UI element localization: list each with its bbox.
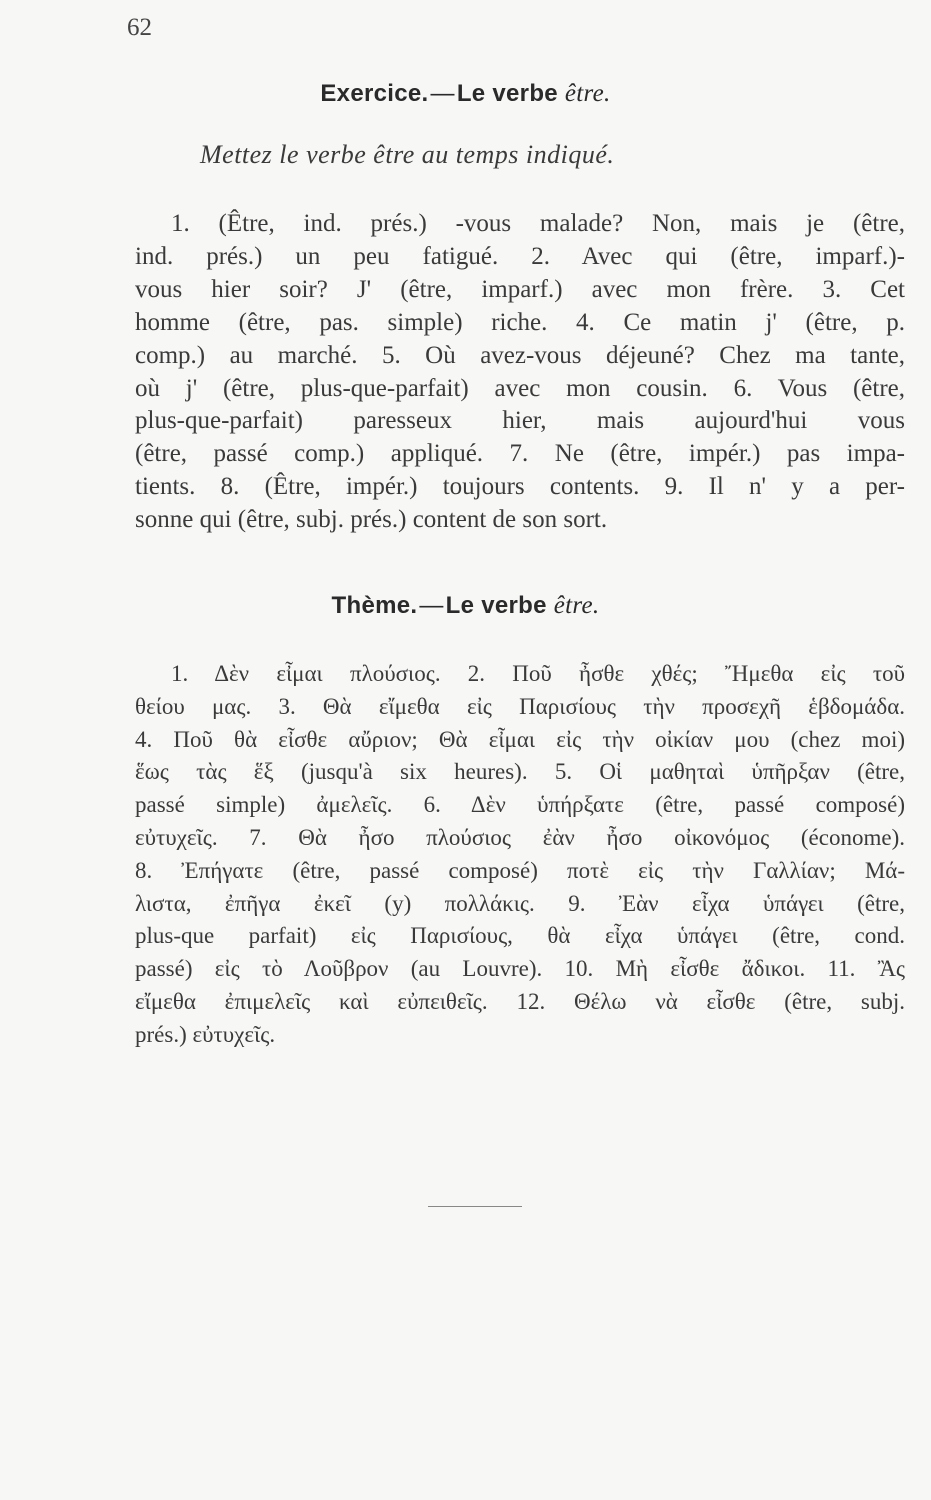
theme-line: 1. Δὲν εἶμαι πλούσιος. 2. Ποῦ ἦσθε χθές; Ἤμεθα εἰς τοῦ <box>171 661 905 686</box>
theme-line: 4. Ποῦ θὰ εἶσθε αὔριον; Θὰ εἶμαι εἰς τὴν οἰκίαν μου (chez moi) <box>135 726 905 752</box>
exercise-heading-dash: — <box>430 80 455 107</box>
theme-line: θείου μας. 3. Θὰ εἴμεθα εἰς Παρισίους τὴν προσεχῆ ἑβδομάδα. <box>135 693 905 719</box>
exercise-heading <box>0 80 931 108</box>
theme-line: 8. Ἐπήγατε (être, passé composé) ποτὲ εἰς τὴν Γαλλίαν; Μά- <box>135 857 905 883</box>
theme-heading-end: . <box>592 592 600 619</box>
page-number: 62 <box>127 14 152 41</box>
exercise-line: où j' (être, plus-que-parfait) avec mon cousin. 6. Vous (être, <box>135 374 905 402</box>
theme-line: εὐτυχεῖς. 7. Θὰ ἦσο πλούσιος ἐὰν ἦσο οἰκονόμος (économe). <box>135 824 905 850</box>
theme-heading-dash: — <box>419 592 444 619</box>
theme-line: passé) εἰς τὸ Λοῦβρον (au Louvre). 10. Μὴ εἶσθε ἄδικοι. 11. Ἂς <box>135 956 905 982</box>
exercise-line: plus-que-parfait) paresseux hier, mais aujourd'hui vous <box>135 407 905 435</box>
theme-line: plus-que parfait) εἰς Παρισίους, θὰ εἶχα ὑπάγει (être, cond. <box>135 923 905 949</box>
exercise-line: comp.) au marché. 5. Où avez-vous déjeuné? Chez ma tante, <box>135 341 905 369</box>
theme-line: prés.) εὐτυχεῖς. <box>135 1021 276 1047</box>
exercise-line: vous hier soir? J' (être, imparf.) avec mon frère. 3. Cet <box>135 275 905 303</box>
theme-heading-italic: être <box>553 592 593 619</box>
exercise-heading-italic: être <box>564 80 605 107</box>
section-divider <box>428 1206 522 1207</box>
theme-paragraph <box>135 658 905 1052</box>
exercise-line: (être, passé comp.) appliqué. 7. Ne (être, impér.) pas impa- <box>135 440 905 468</box>
exercise-heading-end: . <box>604 80 611 107</box>
exercise-line: ind. prés.) un peu fatigué. 2. Avec qui (être, imparf.)- <box>135 242 905 270</box>
exercise-line: homme (être, pas. simple) riche. 4. Ce matin j' (être, p. <box>135 308 905 336</box>
theme-line: εἴμεθα ἐπιμελεῖς καὶ εὐπειθεῖς. 12. Θέλω νὰ εἶσθε (être, subj. <box>135 988 905 1014</box>
exercise-paragraph <box>135 208 905 537</box>
theme-line: passé simple) ἀμελεῖς. 6. Δὲν ὑπήρξατε (être, passé composé) <box>135 792 905 818</box>
theme-line: λιστα, ἐπῆγα ἐκεῖ (y) πολλάκις. 9. Ἐὰν εἶχα ὑπάγει (être, <box>135 890 905 916</box>
exercise-line: tients. 8. (Être, impér.) toujours contents. 9. Il n' y a per- <box>135 473 905 501</box>
theme-heading <box>0 592 931 620</box>
exercise-instruction: Mettez le verbe être au temps indiqué. <box>200 140 615 169</box>
theme-line: ἕως τὰς ἕξ (jusqu'à six heures). 5. Οἱ μαθηταὶ ὑπῆρξαν (être, <box>135 759 905 785</box>
exercise-line: sonne qui (être, subj. prés.) content de son sort. <box>135 506 608 534</box>
exercise-heading-bold: Exercice. <box>320 80 429 107</box>
theme-heading-bold: Thème. <box>331 592 418 619</box>
exercise-line: 1. (Être, ind. prés.) -vous malade? Non, mais je (être, <box>171 210 905 237</box>
exercise-heading-plain: Le verbe <box>456 80 558 107</box>
theme-heading-plain: Le verbe <box>445 592 547 619</box>
